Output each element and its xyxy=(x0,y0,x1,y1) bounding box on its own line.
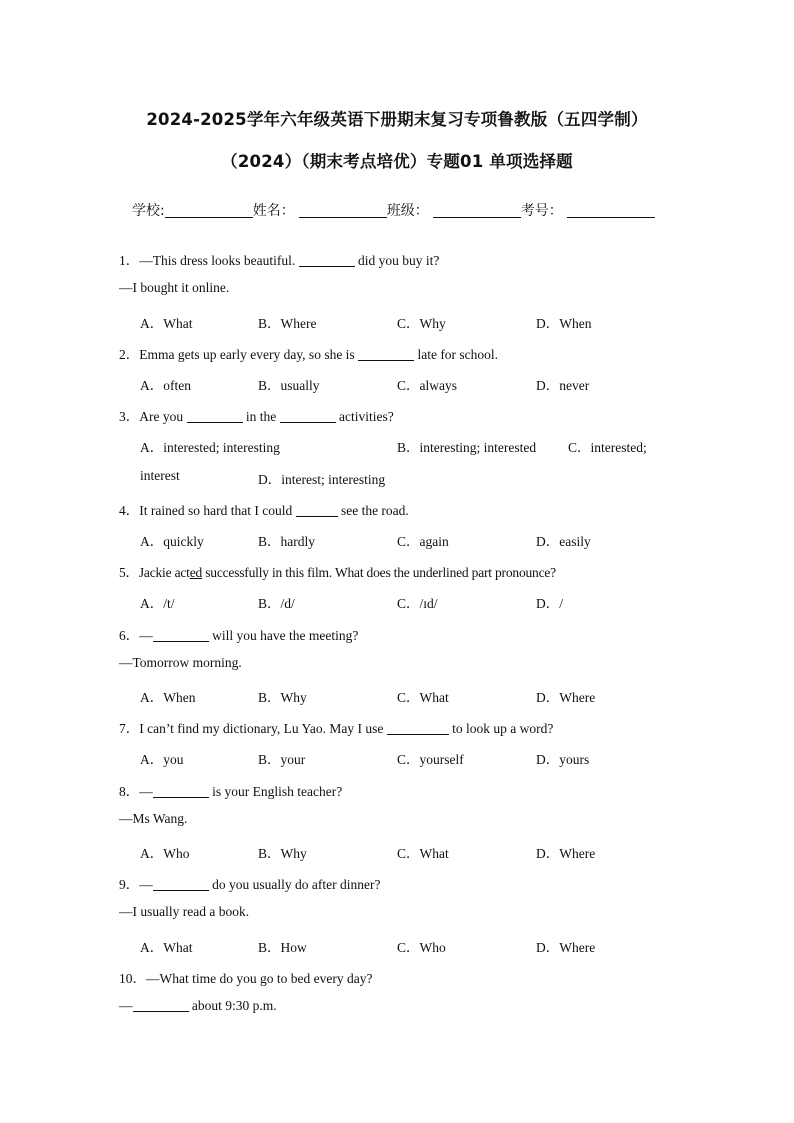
option-d[interactable]: D．yours xyxy=(536,752,590,767)
option-c[interactable]: C．Who xyxy=(397,940,446,955)
option-c[interactable]: C．again xyxy=(397,534,449,549)
question-number: 6． xyxy=(119,628,140,643)
answer-blank[interactable] xyxy=(296,504,338,517)
question-text: about 9:30 p.m. xyxy=(188,998,277,1013)
question-1-dialog-reply: —I bought it online. xyxy=(119,280,230,295)
answer-blank[interactable] xyxy=(280,410,336,423)
option-b[interactable]: B．Where xyxy=(258,316,317,331)
option-b[interactable]: B．usually xyxy=(258,378,320,393)
option-d[interactable]: D．Where xyxy=(536,690,596,705)
answer-blank[interactable] xyxy=(387,722,449,735)
option-c[interactable]: C．yourself xyxy=(397,752,464,767)
answer-blank[interactable] xyxy=(299,254,355,267)
question-text: Are you xyxy=(139,409,187,424)
option-b[interactable]: B．Why xyxy=(258,690,307,705)
question-6-dialog-reply: —Tomorrow morning. xyxy=(119,655,242,670)
question-text: did you buy it? xyxy=(354,253,440,268)
school-label: 学校: xyxy=(132,203,165,219)
question-text: — xyxy=(119,998,133,1013)
answer-blank[interactable] xyxy=(187,410,243,423)
question-text: successfully in this film. What does the underlined part pronounce? xyxy=(202,565,556,580)
question-number: 2． xyxy=(119,347,140,362)
document-title-line1: 2024-2025学年六年级英语下册期末复习专项鲁教版（五四学制） xyxy=(146,110,648,129)
option-a[interactable]: A．What xyxy=(140,316,193,331)
class-blank[interactable] xyxy=(433,203,521,218)
option-a[interactable]: A．When xyxy=(140,690,196,705)
option-b[interactable]: B．Why xyxy=(258,846,307,861)
option-d[interactable]: D．Where xyxy=(536,940,596,955)
name-label: 姓名： xyxy=(252,203,295,219)
option-d[interactable]: D．When xyxy=(536,316,592,331)
option-b[interactable]: B．hardly xyxy=(258,534,315,549)
question-text: — xyxy=(139,784,153,799)
question-1 xyxy=(119,249,439,269)
answer-blank[interactable] xyxy=(133,999,189,1012)
option-d[interactable]: D．never xyxy=(536,378,590,393)
question-text: will you have the meeting? xyxy=(208,628,359,643)
underlined-part: ed xyxy=(189,565,203,580)
question-5 xyxy=(119,561,556,581)
question-number: 8． xyxy=(119,784,140,799)
answer-blank[interactable] xyxy=(358,348,414,361)
question-3 xyxy=(119,405,394,425)
question-text: late for school. xyxy=(414,347,499,362)
option-c[interactable]: C．always xyxy=(397,378,457,393)
option-c[interactable]: C．Why xyxy=(397,316,446,331)
option-a[interactable]: A．interested; interesting xyxy=(140,440,280,455)
option-c-continued[interactable]: interest xyxy=(140,468,180,483)
question-text: — xyxy=(139,628,153,643)
option-a[interactable]: A．What xyxy=(140,940,193,955)
option-b[interactable]: B．How xyxy=(258,940,307,955)
number-blank[interactable] xyxy=(567,203,655,218)
option-d[interactable]: D．interest; interesting xyxy=(258,472,386,487)
question-text: — xyxy=(139,877,153,892)
question-text: in the xyxy=(242,409,280,424)
question-9-dialog-reply: —I usually read a book. xyxy=(119,904,250,919)
question-text: is your English teacher? xyxy=(208,784,343,799)
option-b[interactable]: B．/d/ xyxy=(258,596,295,611)
question-number: 9． xyxy=(119,877,140,892)
option-d[interactable]: D．Where xyxy=(536,846,596,861)
question-number: 7． xyxy=(119,721,140,736)
question-number: 5． xyxy=(119,565,139,580)
option-d[interactable]: D．/ xyxy=(536,596,563,611)
question-8 xyxy=(119,780,342,800)
question-7 xyxy=(119,717,553,737)
student-info-row xyxy=(132,200,655,220)
answer-blank[interactable] xyxy=(153,878,209,891)
answer-blank[interactable] xyxy=(153,785,209,798)
name-blank[interactable] xyxy=(299,203,387,218)
question-10-dialog-reply xyxy=(119,998,277,1014)
question-text: Emma gets up early every day, so she is xyxy=(139,347,359,362)
option-a[interactable]: A．quickly xyxy=(140,534,204,549)
option-c[interactable]: C．What xyxy=(397,690,449,705)
question-text: do you usually do after dinner? xyxy=(208,877,381,892)
option-a[interactable]: A．often xyxy=(140,378,191,393)
question-text: see the road. xyxy=(337,503,409,518)
question-6 xyxy=(119,624,358,644)
option-d[interactable]: D．easily xyxy=(536,534,591,549)
question-2 xyxy=(119,343,498,363)
question-text: Jackie act xyxy=(138,565,190,580)
question-text: to look up a word? xyxy=(448,721,554,736)
document-title-line2: （2024）（期末考点培优）专题01 单项选择题 xyxy=(221,152,573,171)
question-4 xyxy=(119,499,409,519)
option-b[interactable]: B．interesting; interested xyxy=(397,440,537,455)
question-text: —What time do you go to bed every day? xyxy=(146,971,373,986)
option-a[interactable]: A．you xyxy=(140,752,184,767)
question-text: activities? xyxy=(335,409,394,424)
question-8-dialog-reply: —Ms Wang. xyxy=(119,811,188,826)
question-text: —This dress looks beautiful. xyxy=(139,253,299,268)
option-c[interactable]: C．/ɪd/ xyxy=(397,596,438,611)
option-a[interactable]: A．/t/ xyxy=(140,596,175,611)
question-9 xyxy=(119,873,380,893)
question-text: I can’t find my dictionary, Lu Yao. May I use xyxy=(139,721,387,736)
option-c[interactable]: C．What xyxy=(397,846,449,861)
school-blank[interactable] xyxy=(165,203,253,218)
question-number: 10． xyxy=(119,971,146,986)
question-text: It rained so hard that I could xyxy=(139,503,296,518)
option-b[interactable]: B．your xyxy=(258,752,306,767)
option-a[interactable]: A．Who xyxy=(140,846,190,861)
question-number: 3． xyxy=(119,409,140,424)
class-label: 班级： xyxy=(386,203,429,219)
question-10 xyxy=(119,967,372,987)
question-number: 1． xyxy=(119,253,140,268)
number-label: 考号： xyxy=(520,203,563,219)
option-c[interactable]: C．interested; xyxy=(568,440,647,455)
question-number: 4． xyxy=(119,503,140,518)
answer-blank[interactable] xyxy=(153,629,209,642)
